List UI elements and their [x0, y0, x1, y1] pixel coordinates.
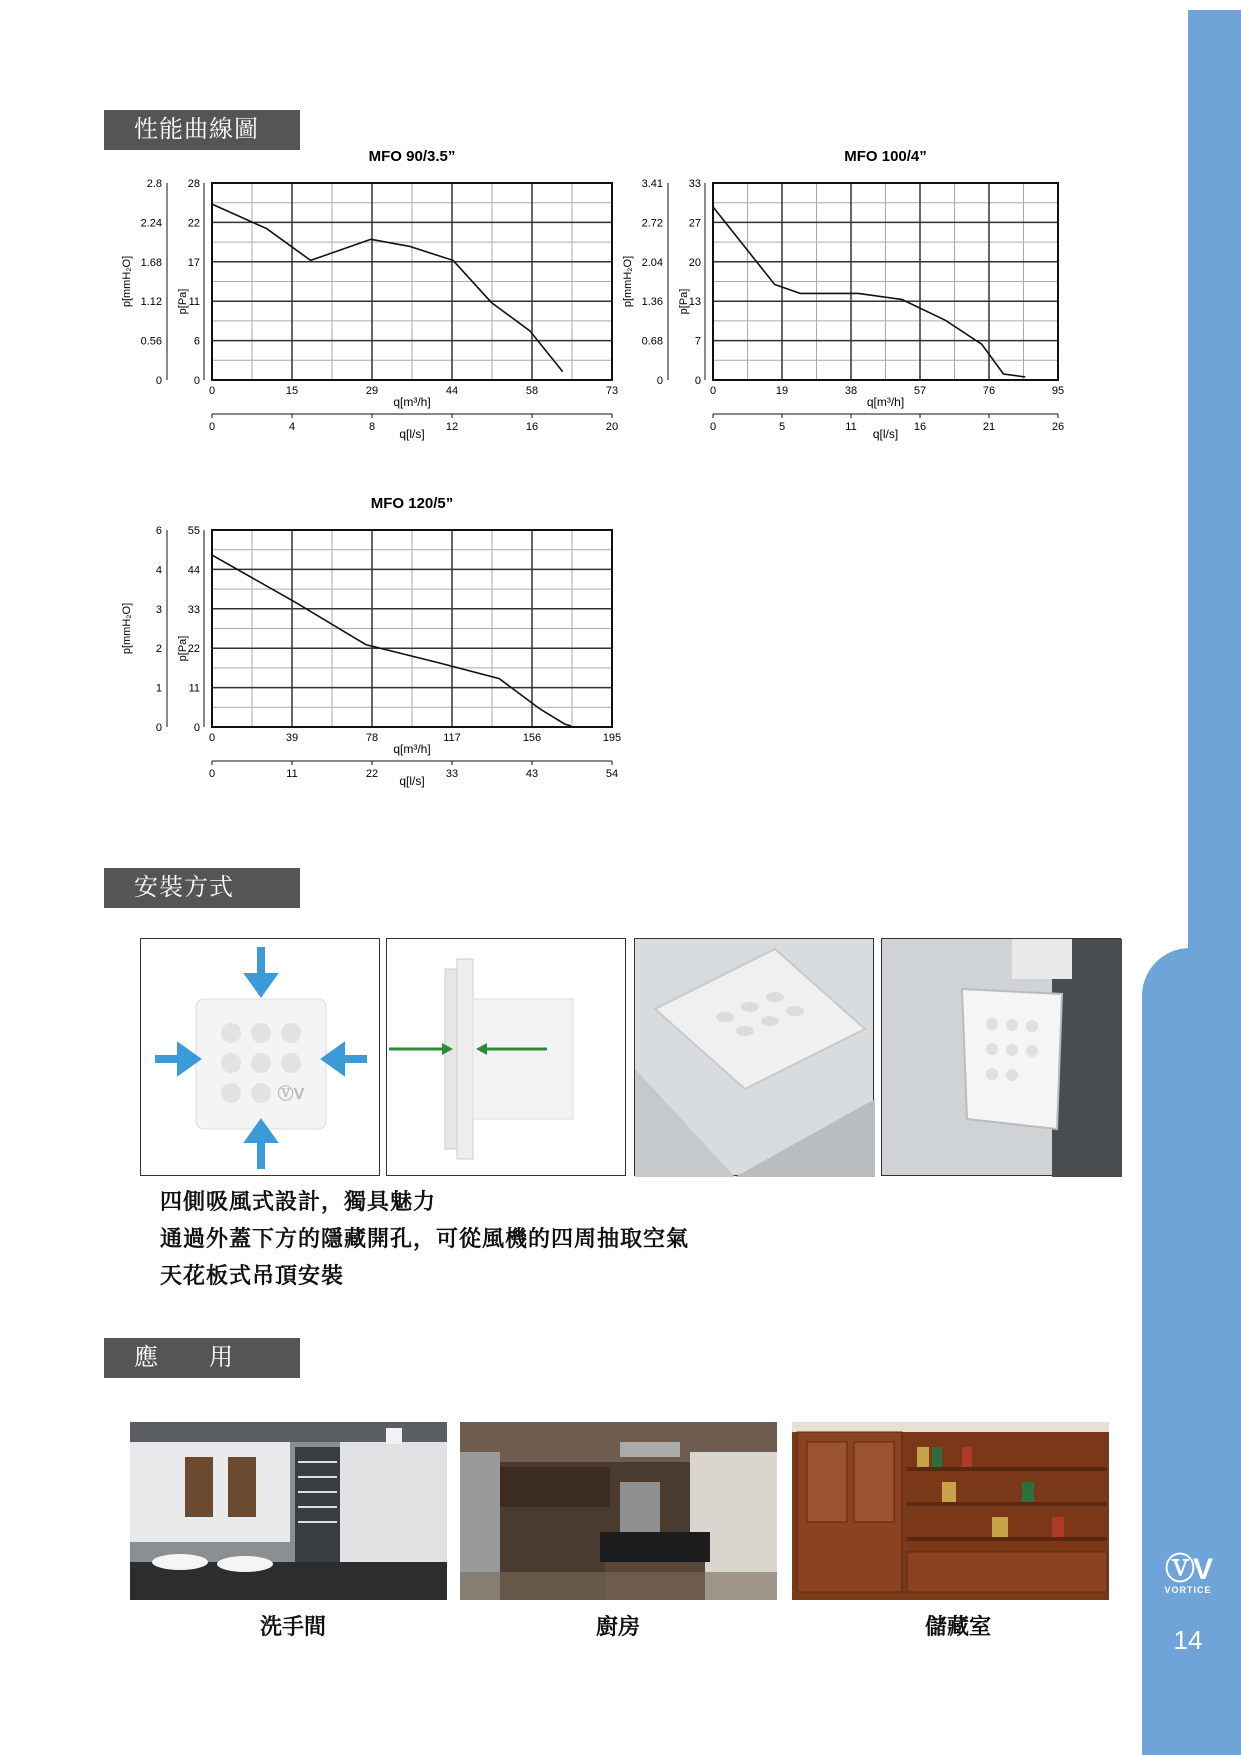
y2-tick-label: 13: [688, 296, 701, 309]
y2-tick-label: 28: [187, 178, 200, 190]
x-tick-label: 39: [285, 732, 299, 744]
y-tick-label: 0.56: [140, 335, 162, 348]
x-tick-label: 38: [844, 385, 858, 397]
y2-tick-label: 33: [688, 178, 701, 190]
x-tick-label: 58: [525, 385, 539, 397]
x-tick-label: 195: [602, 732, 622, 744]
y2-tick-label: 0: [694, 375, 701, 387]
y2-axis-label: p[Pa]: [177, 288, 189, 315]
y2-tick-label: 27: [688, 217, 701, 230]
performance-curve: [212, 204, 563, 372]
chart-mfo-90: [120, 148, 640, 495]
y2-tick-label: 11: [188, 682, 200, 695]
x-tick-label: 29: [365, 385, 379, 397]
x2-tick-label: 22: [365, 768, 379, 780]
x-axis-label: q[m³/h]: [866, 395, 905, 409]
y-tick-label: 0: [155, 722, 162, 734]
y-tick-label: 2.72: [641, 217, 663, 230]
y-tick-label: 0.68: [641, 335, 663, 348]
x2-tick-label: 0: [208, 421, 216, 433]
y-tick-label: 2.8: [146, 178, 162, 190]
install-photo-ceiling: [634, 938, 874, 1176]
chart-mfo-100: [622, 148, 1125, 515]
chart-title: MFO 90/3.5”: [368, 148, 456, 165]
x2-tick-label: 16: [525, 421, 539, 433]
x2-tick-label: 16: [913, 421, 927, 433]
x2-tick-label: 11: [845, 421, 857, 433]
application-caption-pantry: 儲藏室: [924, 1614, 991, 1639]
fan-side-illustration: [387, 939, 627, 1177]
x-tick-label: 78: [365, 732, 379, 744]
x2-tick-label: 20: [605, 421, 619, 433]
y2-axis-label: p[Pa]: [177, 635, 189, 662]
y-axis-label: p[mmH₂O]: [622, 255, 634, 308]
install-photo-wall: [881, 938, 1121, 1176]
vortice-logo-text: VORTICE: [1164, 1585, 1212, 1595]
y2-tick-label: 22: [187, 217, 200, 230]
y-tick-label: 0: [155, 375, 162, 387]
y-tick-label: 2.24: [140, 217, 162, 230]
y2-tick-label: 11: [188, 296, 200, 309]
y-tick-label: 2: [155, 643, 162, 656]
y-tick-label: 2.04: [641, 256, 663, 269]
x-tick-label: 0: [208, 385, 216, 397]
x2-tick-label: 4: [288, 421, 296, 433]
y-tick-label: 4: [155, 564, 162, 577]
application-caption-bathroom: 洗手間: [259, 1614, 326, 1639]
x2-tick-label: 8: [368, 421, 376, 433]
y-tick-label: 3.41: [641, 178, 663, 190]
y2-tick-label: 22: [187, 643, 200, 656]
install-photo-side: [386, 938, 626, 1176]
y-axis-label: p[mmH₂O]: [121, 255, 133, 308]
chart-mfo-120: [120, 495, 640, 840]
ceiling-mount-illustration: [635, 939, 875, 1177]
x2-axis-label: q[l/s]: [399, 427, 425, 441]
x2-tick-label: 43: [525, 768, 539, 780]
y-tick-label: 1: [155, 682, 162, 695]
section-title-install: 安裝方式: [104, 868, 300, 908]
x2-tick-label: 0: [709, 421, 717, 433]
x2-tick-label: 0: [208, 768, 216, 780]
y2-tick-label: 33: [187, 603, 200, 616]
performance-curve: [212, 555, 571, 726]
wall-mount-illustration: [882, 939, 1122, 1177]
x2-tick-label: 54: [605, 768, 619, 780]
y-axis-label: p[mmH₂O]: [121, 602, 133, 655]
kitchen-photo: [460, 1422, 777, 1600]
y2-tick-label: 44: [187, 564, 200, 577]
y-tick-label: 3: [155, 603, 162, 616]
x-tick-label: 0: [208, 732, 216, 744]
y2-tick-label: 6: [193, 335, 200, 348]
page-number: 14: [1173, 1625, 1203, 1655]
x2-tick-label: 33: [445, 768, 459, 780]
y-tick-label: 1.68: [140, 256, 162, 269]
pantry-illustration: [792, 1422, 1109, 1600]
x2-tick-label: 21: [982, 421, 996, 433]
install-caption-1: 四側吸風式設計，獨具魅力: [160, 1189, 437, 1214]
fan-front-illustration: [141, 939, 381, 1177]
bathroom-illustration: [130, 1422, 447, 1600]
x-tick-label: 76: [982, 385, 996, 397]
y2-tick-label: 0: [193, 375, 200, 387]
x-tick-label: 15: [285, 385, 299, 397]
install-photo-front: [140, 938, 380, 1176]
x2-tick-label: 11: [286, 768, 298, 780]
kitchen-illustration: [460, 1422, 777, 1600]
x-tick-label: 117: [443, 732, 461, 744]
x-tick-label: 0: [709, 385, 717, 397]
x2-axis-label: q[l/s]: [399, 774, 425, 788]
section-title-application: 應 用: [104, 1338, 300, 1378]
x-tick-label: 95: [1051, 385, 1065, 397]
y-tick-label: 6: [155, 525, 162, 537]
y-tick-label: 1.36: [641, 296, 663, 309]
y-tick-label: 0: [656, 375, 663, 387]
chart-title: MFO 120/5”: [370, 495, 454, 512]
x-tick-label: 57: [913, 385, 927, 397]
bathroom-photo: [130, 1422, 447, 1600]
x2-tick-label: 26: [1051, 421, 1065, 433]
vortice-logo: [1160, 1555, 1216, 1595]
install-caption-3: 天花板式吊頂安裝: [160, 1263, 345, 1288]
x2-tick-label: 5: [778, 421, 786, 433]
y2-tick-label: 0: [193, 722, 200, 734]
performance-curve: [713, 207, 1025, 377]
x-tick-label: 44: [445, 385, 459, 397]
pantry-photo: [792, 1422, 1109, 1600]
x-axis-label: q[m³/h]: [393, 742, 431, 756]
y2-axis-label: p[Pa]: [678, 288, 690, 315]
y2-tick-label: 20: [688, 256, 701, 269]
x-axis-label: q[m³/h]: [393, 395, 431, 409]
x2-tick-label: 12: [445, 421, 459, 433]
chart-title: MFO 100/4”: [844, 148, 927, 165]
y2-tick-label: 55: [187, 525, 200, 537]
install-caption-2: 通過外蓋下方的隱藏開孔，可從風機的四周抽取空氣: [160, 1226, 690, 1251]
y-tick-label: 1.12: [140, 296, 162, 309]
y2-tick-label: 7: [694, 335, 701, 348]
svg-text:ⓋV: ⓋV: [277, 1086, 305, 1103]
section-title-curves: 性能曲線圖: [104, 110, 300, 150]
y2-tick-label: 17: [187, 256, 200, 269]
x-tick-label: 156: [522, 732, 542, 744]
vortice-logo-mark: ⓋV: [1164, 1553, 1211, 1586]
application-caption-kitchen: 廚房: [595, 1614, 640, 1639]
x-tick-label: 73: [605, 385, 619, 397]
x2-axis-label: q[l/s]: [872, 427, 899, 441]
x-tick-label: 19: [775, 385, 789, 397]
